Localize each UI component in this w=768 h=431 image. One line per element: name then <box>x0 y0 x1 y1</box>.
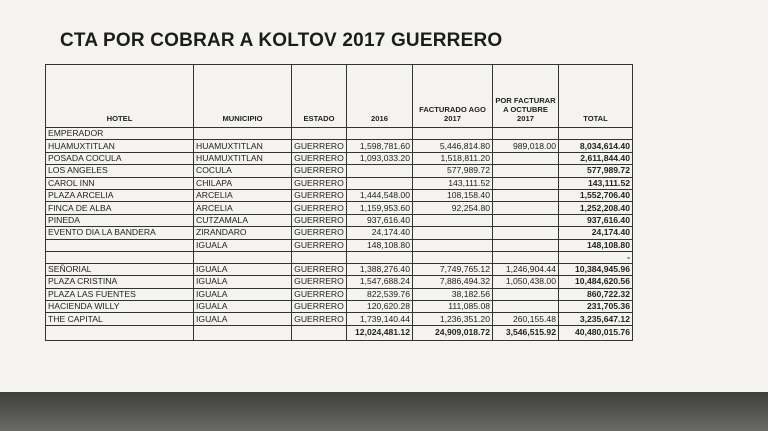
cell-hotel: PLAZA ARCELIA <box>46 189 194 201</box>
cell-estado: GUERRERO <box>292 301 347 313</box>
cell-municipio: IGUALA <box>194 239 292 251</box>
cell-2016: 822,539.76 <box>347 288 413 300</box>
table-row <box>46 251 633 263</box>
cell-facturado <box>413 227 493 239</box>
cell-por-facturar <box>493 177 559 189</box>
cell-municipio: IGUALA <box>194 313 292 325</box>
cell-2016 <box>347 128 413 140</box>
cell-total: 3,235,647.12 <box>559 313 633 325</box>
cell-facturado <box>413 128 493 140</box>
cell-estado: GUERRERO <box>292 177 347 189</box>
cell-facturado: 1,518,811.20 <box>413 152 493 164</box>
cell-facturado: 5,446,814.80 <box>413 140 493 152</box>
total-2016: 12,024,481.12 <box>347 325 413 340</box>
col-header-por-facturar: POR FACTURAR A OCTUBRE 2017 <box>493 65 559 128</box>
cell-total: 143,111.52 <box>559 177 633 189</box>
cell-hotel: FINCA DE ALBA <box>46 202 194 214</box>
accounts-table <box>45 64 633 341</box>
cell-por-facturar: 260,155.48 <box>493 313 559 325</box>
col-header-municipio: MUNICIPIO <box>194 65 292 128</box>
col-header-2016: 2016 <box>347 65 413 128</box>
cell-por-facturar: 989,018.00 <box>493 140 559 152</box>
cell-estado: GUERRERO <box>292 227 347 239</box>
cell-total: 1,552,706.40 <box>559 189 633 201</box>
cell-facturado: 108,158.40 <box>413 189 493 201</box>
cell-total: 1,252,208.40 <box>559 202 633 214</box>
cell-municipio <box>194 251 292 263</box>
cell-municipio: IGUALA <box>194 276 292 288</box>
cell-por-facturar <box>493 128 559 140</box>
cell-estado: GUERRERO <box>292 189 347 201</box>
cell-facturado <box>413 251 493 263</box>
cell-2016: 24,174.40 <box>347 227 413 239</box>
cell-facturado <box>413 239 493 251</box>
cell-por-facturar <box>493 301 559 313</box>
cell-total: 577,989.72 <box>559 165 633 177</box>
cell-municipio: ARCELIA <box>194 202 292 214</box>
cell-hotel: LOS ANGELES <box>46 165 194 177</box>
cell-2016: 120,620.28 <box>347 301 413 313</box>
table-row <box>46 189 633 201</box>
table-row <box>46 202 633 214</box>
cell-hotel: HUAMUXTITLAN <box>46 140 194 152</box>
cell-hotel: SEÑORIAL <box>46 263 194 275</box>
cell-municipio: HUAMUXTITLAN <box>194 140 292 152</box>
cell-por-facturar: 1,050,438.00 <box>493 276 559 288</box>
cell-total: 231,705.36 <box>559 301 633 313</box>
cell-estado: GUERRERO <box>292 202 347 214</box>
cell-municipio: ARCELIA <box>194 189 292 201</box>
cell-2016 <box>347 177 413 189</box>
col-header-hotel: HOTEL <box>46 65 194 128</box>
cell-estado: GUERRERO <box>292 140 347 152</box>
cell-facturado: 1,236,351.20 <box>413 313 493 325</box>
cell-total: 148,108.80 <box>559 239 633 251</box>
cell-total: 8,034,614.40 <box>559 140 633 152</box>
cell-estado: GUERRERO <box>292 313 347 325</box>
cell-2016: 1,093,033.20 <box>347 152 413 164</box>
cell-hotel: PLAZA LAS FUENTES <box>46 288 194 300</box>
table-row <box>46 152 633 164</box>
cell-2016 <box>347 165 413 177</box>
cell-total: 10,484,620.56 <box>559 276 633 288</box>
total-por-facturar: 3,546,515.92 <box>493 325 559 340</box>
cell-hotel: POSADA COCULA <box>46 152 194 164</box>
cell-por-facturar <box>493 239 559 251</box>
table-row <box>46 177 633 189</box>
cell-hotel: HACIENDA WILLY <box>46 301 194 313</box>
cell-estado: GUERRERO <box>292 263 347 275</box>
cell-2016: 937,616.40 <box>347 214 413 226</box>
cell-municipio: CHILAPA <box>194 177 292 189</box>
cell-facturado: 38,182.56 <box>413 288 493 300</box>
grand-total: 40,480,015.76 <box>559 325 633 340</box>
cell-hotel: THE CAPITAL <box>46 313 194 325</box>
table-row <box>46 128 633 140</box>
totals-row <box>46 325 633 340</box>
cell-por-facturar <box>493 152 559 164</box>
cell-facturado <box>413 214 493 226</box>
cell-municipio: IGUALA <box>194 288 292 300</box>
cell-facturado: 7,886,494.32 <box>413 276 493 288</box>
cell-municipio: IGUALA <box>194 301 292 313</box>
table-row <box>46 227 633 239</box>
cell-por-facturar <box>493 251 559 263</box>
cell-estado: GUERRERO <box>292 214 347 226</box>
cell-total: 10,384,945.96 <box>559 263 633 275</box>
cell-estado: GUERRERO <box>292 239 347 251</box>
cell-2016: 148,108.80 <box>347 239 413 251</box>
cell-hotel <box>46 239 194 251</box>
cell-estado: GUERRERO <box>292 152 347 164</box>
cell-total: 2,611,844.40 <box>559 152 633 164</box>
cell-hotel: EVENTO DIA LA BANDERA <box>46 227 194 239</box>
table-row <box>46 165 633 177</box>
cell-hotel: CAROL INN <box>46 177 194 189</box>
cell-facturado: 143,111.52 <box>413 177 493 189</box>
cell-municipio: HUAMUXTITLAN <box>194 152 292 164</box>
cell-hotel: EMPERADOR <box>46 128 194 140</box>
cell-municipio: ZIRANDARO <box>194 227 292 239</box>
cell-hotel: PLAZA CRISTINA <box>46 276 194 288</box>
cell-por-facturar <box>493 165 559 177</box>
cell-municipio: COCULA <box>194 165 292 177</box>
cell-por-facturar <box>493 189 559 201</box>
cell-total: - <box>559 251 633 263</box>
cell-estado: GUERRERO <box>292 165 347 177</box>
table-row <box>46 301 633 313</box>
cell-por-facturar <box>493 214 559 226</box>
cell-por-facturar <box>493 288 559 300</box>
table-row <box>46 140 633 152</box>
cell-total: 860,722.32 <box>559 288 633 300</box>
cell-hotel: PINEDA <box>46 214 194 226</box>
cell-por-facturar: 1,246,904.44 <box>493 263 559 275</box>
cell-2016: 1,388,276.40 <box>347 263 413 275</box>
cell-facturado: 7,749,765.12 <box>413 263 493 275</box>
cell-total: 24,174.40 <box>559 227 633 239</box>
total-facturado: 24,909,018.72 <box>413 325 493 340</box>
table-row <box>46 239 633 251</box>
table-row <box>46 276 633 288</box>
table-row <box>46 288 633 300</box>
cell-hotel <box>46 251 194 263</box>
cell-facturado: 111,085.08 <box>413 301 493 313</box>
col-header-facturado: FACTURADO AGO 2017 <box>413 65 493 128</box>
table-row <box>46 313 633 325</box>
col-header-total: TOTAL <box>559 65 633 128</box>
cell-2016: 1,444,548.00 <box>347 189 413 201</box>
cell-municipio: CUTZAMALA <box>194 214 292 226</box>
cell-facturado: 577,989.72 <box>413 165 493 177</box>
cell-total <box>559 128 633 140</box>
table-row <box>46 263 633 275</box>
cell-municipio <box>194 128 292 140</box>
cell-por-facturar <box>493 202 559 214</box>
cell-por-facturar <box>493 227 559 239</box>
cell-2016: 1,159,953.60 <box>347 202 413 214</box>
cell-facturado: 92,254.80 <box>413 202 493 214</box>
cell-total: 937,616.40 <box>559 214 633 226</box>
cell-estado: GUERRERO <box>292 276 347 288</box>
cell-2016: 1,598,781.60 <box>347 140 413 152</box>
table-row <box>46 214 633 226</box>
cell-estado: GUERRERO <box>292 288 347 300</box>
cell-2016 <box>347 251 413 263</box>
cell-estado <box>292 128 347 140</box>
document-title: CTA POR COBRAR A KOLTOV 2017 GUERRERO <box>60 30 503 51</box>
col-header-estado: ESTADO <box>292 65 347 128</box>
background-surface <box>0 392 768 431</box>
cell-2016: 1,547,688.24 <box>347 276 413 288</box>
cell-2016: 1,739,140.44 <box>347 313 413 325</box>
cell-estado <box>292 251 347 263</box>
header-row <box>46 65 633 128</box>
cell-municipio: IGUALA <box>194 263 292 275</box>
